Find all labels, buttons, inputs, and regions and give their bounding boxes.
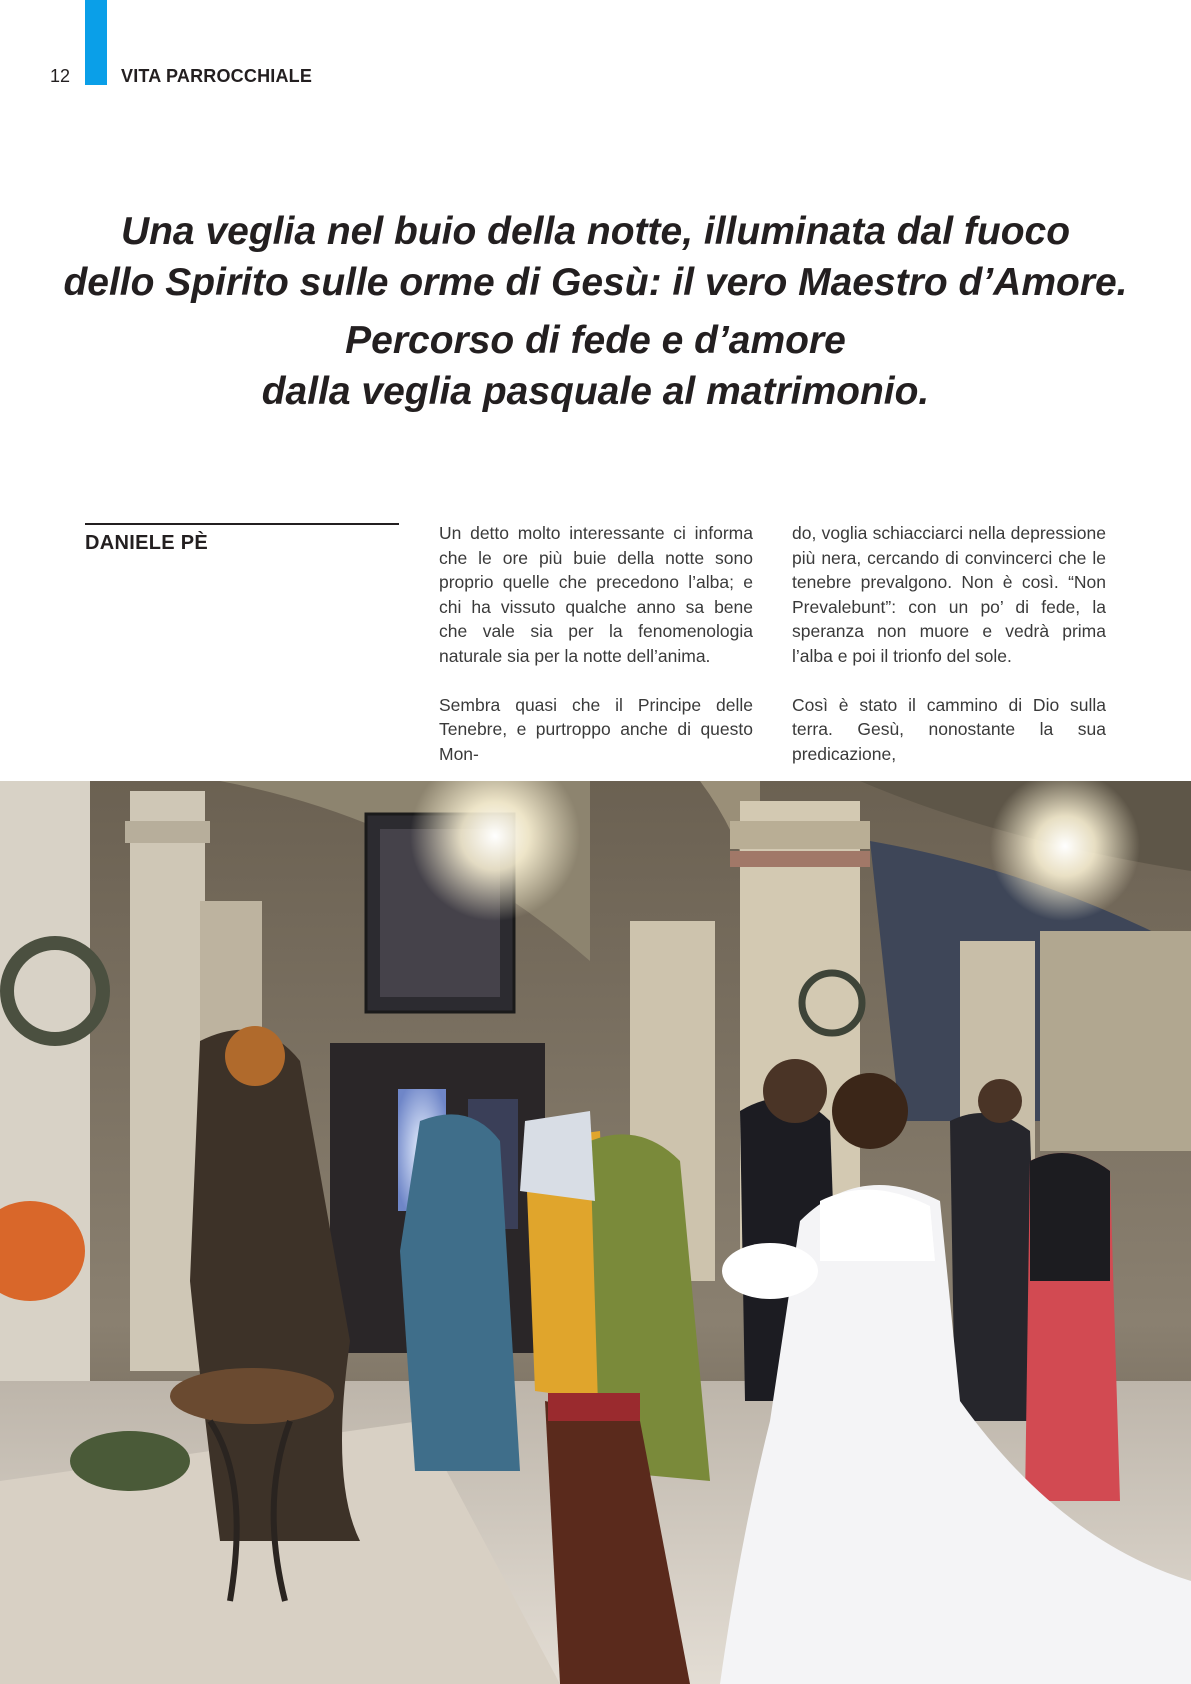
headline-line-1: Una veglia nel buio della notte, illuminata dal fuoco <box>120 210 1071 253</box>
paragraph: do, voglia schiacciarci nella depressione più nera, cercando di convincerci che le tenebre prevalgono. Non è così. “Non Prevalebunt”: con un po’ di fede, la speranza non muore e vedrà prima l’alba e poi il trionfo del sole. <box>792 523 1106 666</box>
headline-line-3: Percorso di fede e d’amore <box>345 319 846 362</box>
article-column-1 <box>439 521 753 790</box>
headline-line-2: dello Spirito sulle orme di Gesù: il vero Maestro d’Amore. <box>63 261 1128 304</box>
section-title: VITA PARROCCHIALE <box>121 66 313 86</box>
author-name: DANIELE PÈ <box>85 532 209 554</box>
page-number: 12 <box>50 66 71 86</box>
article-headline <box>40 206 1151 417</box>
wedding-photo <box>0 781 1191 1684</box>
paragraph: Sembra quasi che il Principe delle Tenebre, e purtroppo anche di questo Mon- <box>439 694 753 764</box>
header-accent-bar <box>85 0 107 85</box>
article-column-2 <box>792 521 1106 790</box>
paragraph: Così è stato il cammino di Dio sulla terra. Gesù, nonostante la sua predicazione, <box>792 694 1106 764</box>
paragraph: Un detto molto interessante ci informa che le ore più buie della notte sono proprio quelle che precedono l’alba; e chi ha vissuto qualche anno sa bene che vale sia per la fenomenologia naturale sia per la notte dell’anima. <box>439 523 753 666</box>
headline-line-4: dalla veglia pasquale al matrimonio. <box>261 370 930 413</box>
author-divider <box>85 523 399 525</box>
